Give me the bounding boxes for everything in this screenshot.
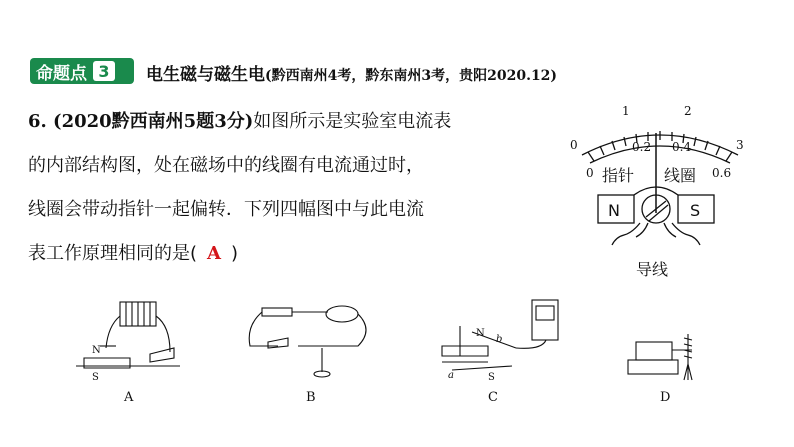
label-magnet-s: S xyxy=(690,201,701,220)
question-line-4 xyxy=(28,232,548,276)
scale-bottom-1: 0.2 xyxy=(632,140,652,154)
question-head: 6. (2020黔西南州5题3分) xyxy=(28,111,254,132)
scale-bottom-0: 0 xyxy=(586,166,594,180)
a-label-s: S xyxy=(92,372,99,383)
topic-title xyxy=(146,60,557,85)
scale-bottom-2: 0.4 xyxy=(672,140,692,154)
question-line-1 xyxy=(28,100,548,144)
wire-right xyxy=(672,223,700,245)
question-line-3: 线圈会带动指针一起偏转．下列四幅图中与此电流 xyxy=(28,199,424,220)
scale-top-2: 2 xyxy=(684,104,692,118)
option-d-label: D xyxy=(660,390,671,405)
question-text xyxy=(28,100,548,276)
wire-left xyxy=(612,223,640,245)
coil-b xyxy=(326,306,358,322)
question-line1-text: 如图所示是实验室电流表 xyxy=(253,111,452,132)
base-d xyxy=(628,360,678,374)
option-b-label: B xyxy=(306,390,316,405)
a-label-n: N xyxy=(92,345,101,356)
c-label-a: a xyxy=(448,370,454,381)
magnet-c xyxy=(442,346,488,356)
question-line4-after: ) xyxy=(231,243,239,264)
topic-source: (黔西南州4考，黔东南州3考，贵阳2020.12) xyxy=(265,68,558,84)
scale-top-1: 1 xyxy=(622,104,630,118)
c-label-n: N xyxy=(476,328,485,339)
topic-badge-number: 3 xyxy=(93,61,115,81)
option-c-figure xyxy=(432,296,572,386)
ammeter-diagram xyxy=(560,95,760,285)
topic-badge-label: 命题点 xyxy=(36,63,87,84)
scale-arc-inner xyxy=(590,146,730,163)
option-c-label: C xyxy=(488,390,498,405)
label-coil: 线圈 xyxy=(664,166,697,185)
battery-b xyxy=(262,308,292,316)
option-a-figure xyxy=(70,296,190,386)
question-line4-before: 表工作原理相同的是( xyxy=(28,243,198,264)
label-magnet-n: N xyxy=(608,201,620,220)
topic-title-text: 电生磁与磁生电 xyxy=(146,65,265,85)
label-wire: 导线 xyxy=(636,260,669,279)
label-pointer: 指针 xyxy=(602,166,635,185)
c-label-b: b xyxy=(496,334,503,345)
option-b-figure xyxy=(238,296,378,386)
scale-top-3: 3 xyxy=(736,138,744,152)
option-a-label: A xyxy=(124,390,134,405)
answer-text: A xyxy=(207,243,221,264)
topic-badge xyxy=(30,58,134,84)
electromagnet-d xyxy=(636,342,672,360)
scale-bottom-3: 0.6 xyxy=(712,166,732,180)
scale-top-0: 0 xyxy=(570,138,578,152)
c-label-s: S xyxy=(488,372,495,383)
question-line-2: 的内部结构图，处在磁场中的线圈有电流通过时， xyxy=(28,155,424,176)
